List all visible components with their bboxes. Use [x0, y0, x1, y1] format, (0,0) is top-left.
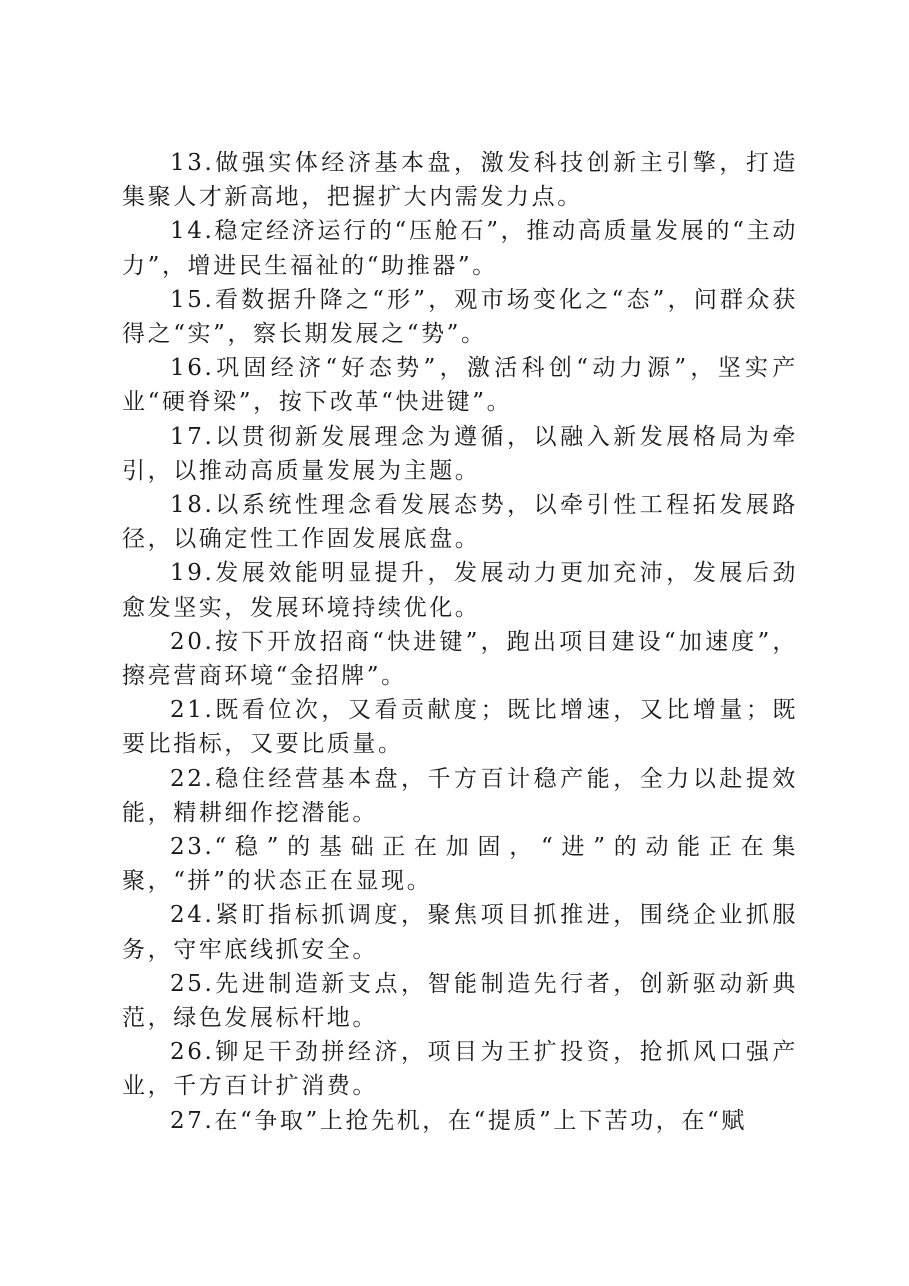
paragraph-23: 23.“稳”的基础正在加固，“进”的动能正在集聚，“拼”的状态正在显现。 [122, 834, 798, 895]
paragraph-24: 24.紧盯指标抓调度，聚焦项目抓推进，围绕企业抓服务，守牢底线抓安全。 [122, 902, 798, 963]
paragraph-27: 27.在“争取”上抢先机，在“提质”上下苦功，在“赋 [170, 1107, 747, 1134]
paragraph-18: 18.以系统性理念看发展态势，以牵引性工程拓发展路径，以确定性工作固发展底盘。 [122, 492, 798, 553]
paragraph-17: 17.以贯彻新发展理念为遵循，以融入新发展格局为牵引，以推动高质量发展为主题。 [122, 423, 798, 484]
paragraph-25: 25.先进制造新支点，智能制造先行者，创新驱动新典范，绿色发展标杆地。 [122, 970, 798, 1032]
document-body [122, 146, 798, 1138]
paragraph-16: 16.巩固经济“好态势”，激活科创“动力源”，坚实产业“硬脊梁”，按下改革“快进键”。 [122, 355, 798, 416]
paragraph-21: 21.既看位次，又看贡献度；既比增速，又比增量；既要比指标，又要比质量。 [122, 697, 798, 758]
paragraph-15: 15.看数据升降之“形”，观市场变化之“态”，问群众获得之“实”，察长期发展之“势”。 [122, 286, 798, 348]
paragraph-20: 20.按下开放招商“快进键”，跑出项目建设“加速度”，擦亮营商环境“金招牌”。 [122, 628, 798, 690]
paragraph-26: 26.铆足干劲拼经济，项目为王扩投资，抢抓风口强产业，千方百计扩消费。 [122, 1039, 798, 1100]
paragraph-13: 13.做强实体经济基本盘，激发科技创新主引擎，打造集聚人才新高地，把握扩大内需发力点。 [122, 150, 798, 211]
paragraph-14: 14.稳定经济运行的“压舱石”，推动高质量发展的“主动力”，增进民生福祉的“助推器”。 [122, 218, 798, 279]
paragraph-19: 19.发展效能明显提升，发展动力更加充沛，发展后劲愈发坚实，发展环境持续优化。 [122, 560, 798, 621]
paragraph-22: 22.稳住经营基本盘，千方百计稳产能，全力以赴提效能，精耕细作挖潜能。 [122, 765, 798, 826]
